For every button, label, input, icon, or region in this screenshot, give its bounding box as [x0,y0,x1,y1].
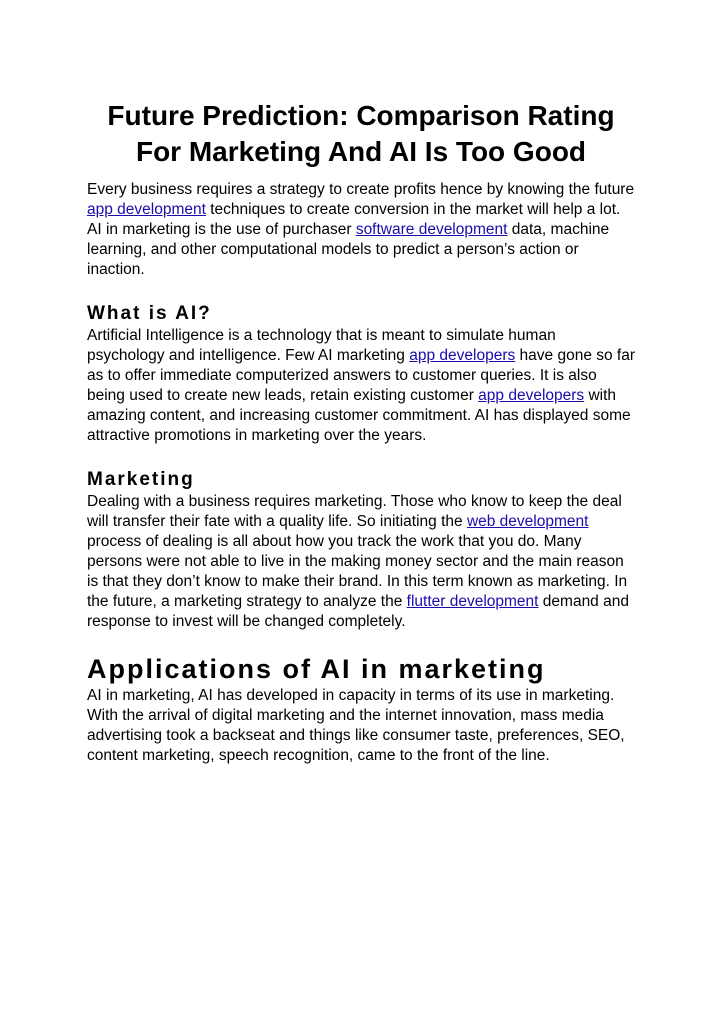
what-is-ai-text-3: with amazing content, and increasing customer commitment. AI has displayed some attractive promotions in marketing over the years. [87,387,631,444]
section-heading-what-is-ai: What is AI? [87,303,212,324]
document-title: Future Prediction: Comparison Rating For Marketing And AI Is Too Good [107,100,615,167]
document-page [87,98,635,766]
web-development-link[interactable]: web development [466,513,589,530]
section-heading-applications: Applications of AI in marketing [87,654,546,684]
software-development-link[interactable]: software development [355,221,508,238]
flutter-development-link[interactable]: flutter development [406,593,539,610]
intro-paragraph [87,180,635,280]
what-is-ai-paragraph [87,326,635,446]
app-development-link[interactable]: app development [87,201,206,218]
marketing-paragraph [87,492,635,632]
intro-text-1: Every business requires a strategy to create profits hence by knowing the future [87,181,635,198]
what-is-ai-text-2: have gone so far as to offer immediate computerized answers to customer queries. It is also being used to create new leads, retain existing customer [87,347,636,404]
section-heading-marketing: Marketing [87,469,195,490]
what-is-ai-text-1: Artificial Intelligence is a technology that is meant to simulate human psychology and intelligence. Few AI marketing [87,327,556,364]
applications-paragraph: AI in marketing, AI has developed in capacity in terms of its use in marketing. With the arrival of digital marketing and the internet innovation, mass media advertising took a backseat and things like consumer taste, preferences, SEO, content marketing, speech recognition, came to the front of the line. [87,687,625,764]
intro-text-2: techniques to create conversion in the market will help a lot. AI in marketing is the use of purchaser [87,201,621,238]
marketing-text-1: Dealing with a business requires marketing. Those who know to keep the deal will transfer their fate with a quality life. So initiating the [87,493,622,530]
app-developers-link-2[interactable]: app developers [478,387,585,404]
marketing-text-3: demand and response to invest will be changed completely. [87,593,629,630]
marketing-text-2: process of dealing is all about how you track the work that you do. Many persons were not able to live in the making money sector and the main reason is that they don’t know to make their brand. In this term known as marketing. In the future, a marketing strategy to analyze the [87,533,628,610]
app-developers-link[interactable]: app developers [409,347,516,364]
intro-text-3: data, machine learning, and other computational models to predict a person’s action or inaction. [87,221,610,278]
